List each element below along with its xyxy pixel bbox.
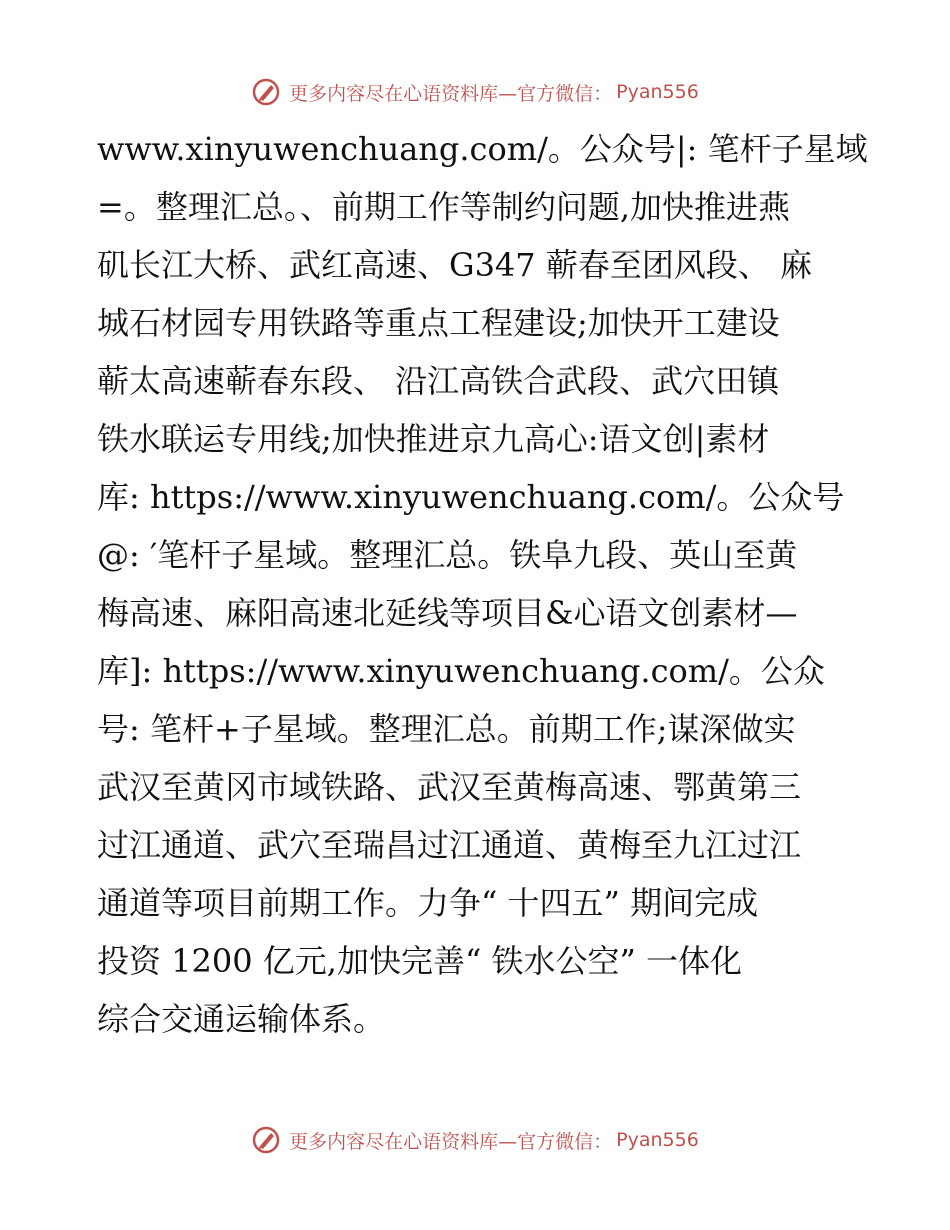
body-line: 库]: https://www.xinyuwenchuang.com/。公众 bbox=[97, 652, 825, 690]
body-line: 库: https://www.xinyuwenchuang.com/。公众号 bbox=[97, 478, 845, 516]
document-body bbox=[97, 120, 868, 1048]
body-line: 城石材园专用铁路等重点工程建设;加快开工建设 bbox=[97, 304, 780, 342]
header-banner bbox=[0, 72, 950, 112]
body-line: =。整理汇总。、前期工作等制约问题,加快推进燕 bbox=[97, 188, 790, 226]
body-line: 矶长江大桥、武红高速、G347 蕲春至团风段、 麻 bbox=[97, 246, 812, 284]
body-line: 武汉至黄冈市域铁路、武汉至黄梅高速、鄂黄第三 bbox=[97, 768, 802, 806]
footer-banner bbox=[0, 1120, 950, 1160]
header-banner-text: 更多内容尽在心语资料库—官方微信： bbox=[289, 82, 613, 105]
body-line: 蕲太高速蕲春东段、 沿江高铁合武段、武穴田镇 bbox=[97, 362, 780, 400]
body-line: 通道等项目前期工作。力争“ 十四五” 期间完成 bbox=[97, 884, 759, 922]
body-line: @: ′笔杆子星域。整理汇总。铁阜九段、英山至黄 bbox=[97, 536, 798, 574]
footer-banner-wechat-id: Pyan556 bbox=[616, 1129, 699, 1151]
body-line: 梅高速、麻阳高速北延线等项目&心语文创素材— bbox=[97, 594, 798, 632]
body-line: 投资 1200 亿元,加快完善“ 铁水公空” 一体化 bbox=[97, 942, 743, 980]
pen-logo-icon bbox=[251, 1125, 281, 1155]
body-line: 铁水联运专用线;加快推进京九高心:语文创|素材 bbox=[97, 420, 770, 458]
body-line: 过江通道、武穴至瑞昌过江通道、黄梅至九江过江 bbox=[97, 826, 802, 864]
body-line: 号: 笔杆+子星域。整理汇总。前期工作;谋深做实 bbox=[97, 710, 796, 748]
header-banner-wechat-id: Pyan556 bbox=[616, 81, 699, 103]
pen-logo-icon bbox=[251, 77, 281, 107]
body-line: 综合交通运输体系。 bbox=[97, 1000, 386, 1038]
body-line: www.xinyuwenchuang.com/。公众号|: 笔杆子星域 bbox=[97, 130, 868, 168]
footer-banner-text: 更多内容尽在心语资料库—官方微信： bbox=[289, 1130, 613, 1153]
